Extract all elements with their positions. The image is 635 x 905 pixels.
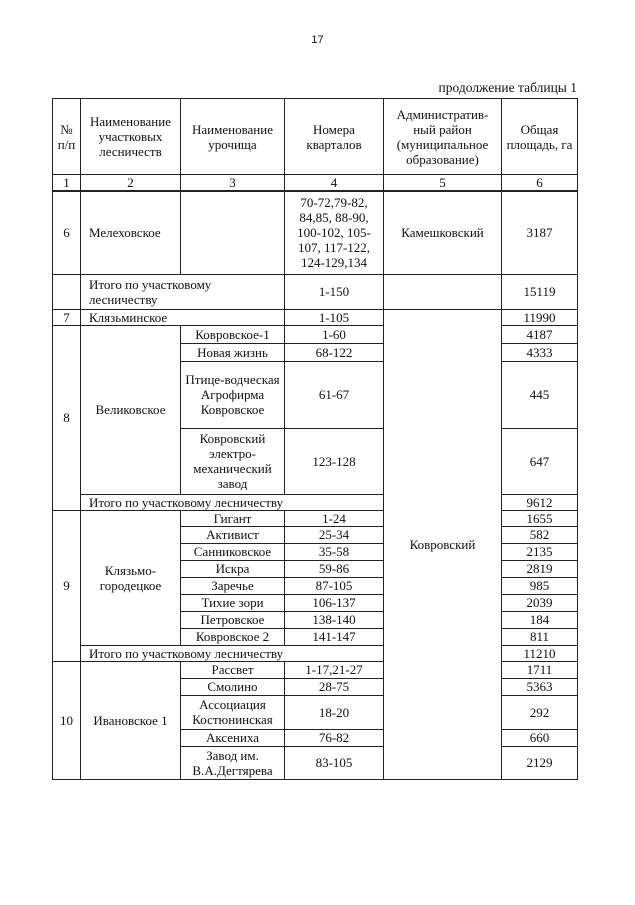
forestry-name: Клязьминское: [81, 309, 285, 325]
tract-name: Рассвет: [181, 661, 285, 678]
header-row: [53, 99, 578, 175]
area-value: 647: [502, 428, 578, 494]
tract-name: Ассоциация Костюнинская: [181, 695, 285, 729]
tract-name: [181, 191, 285, 274]
forestry-table: [52, 98, 578, 780]
quarter-numbers: 123-128: [285, 428, 384, 494]
total-label: Итого по участковому лесничеству: [81, 645, 384, 661]
column-number-row: [53, 175, 578, 192]
area-value: 985: [502, 577, 578, 594]
quarter-numbers: 68-122: [285, 343, 384, 361]
quarter-numbers: 70-72,79-82, 84,85, 88-90, 100-102, 105-107, 117-122, 124-129,134: [285, 191, 384, 274]
quarter-numbers: 138-140: [285, 611, 384, 628]
tract-name: Ковровское 2: [181, 628, 285, 645]
quarter-numbers: 35-58: [285, 543, 384, 560]
quarter-numbers: 28-75: [285, 678, 384, 695]
area-value: 292: [502, 695, 578, 729]
quarter-numbers: 18-20: [285, 695, 384, 729]
area-value: 1711: [502, 661, 578, 678]
header-cell: № п/п: [53, 99, 81, 175]
tract-name: Искра: [181, 560, 285, 577]
tract-name: Петровское: [181, 611, 285, 628]
total-row: [53, 274, 578, 309]
header-cell: Административ-ный район (муниципальное образование): [384, 99, 502, 175]
column-number: 2: [81, 175, 181, 192]
quarter-numbers: 1-17,21-27: [285, 661, 384, 678]
area-value: 3187: [502, 191, 578, 274]
area-value: 582: [502, 526, 578, 543]
quarter-numbers: 87-105: [285, 577, 384, 594]
header-cell: Общая площадь, га: [502, 99, 578, 175]
tract-name: Птице-водческая Агрофирма Ковровское: [181, 361, 285, 428]
quarter-numbers: 25-34: [285, 526, 384, 543]
header-cell: Наименование участковых лесничеств: [81, 99, 181, 175]
table-continuation-label: продолжение таблицы 1: [438, 80, 577, 95]
forestry-name: Мелеховское: [81, 191, 181, 274]
area-value: 2135: [502, 543, 578, 560]
row-number: 10: [53, 661, 81, 779]
tract-name: Заречье: [181, 577, 285, 594]
quarter-numbers: 59-86: [285, 560, 384, 577]
total-label: Итого по участковому лесничеству: [81, 274, 285, 309]
area-value: 11990: [502, 309, 578, 325]
column-number: 1: [53, 175, 81, 192]
district-name: [384, 274, 502, 309]
row-number: 6: [53, 191, 81, 274]
column-number: 5: [384, 175, 502, 192]
area-value: 5363: [502, 678, 578, 695]
area-value: 184: [502, 611, 578, 628]
column-number: 4: [285, 175, 384, 192]
area-value: 811: [502, 628, 578, 645]
forestry-name: Клязьмо-городецкое: [81, 510, 181, 645]
area-value: 15119: [502, 274, 578, 309]
tract-name: Завод им. В.А.Дегтярева: [181, 746, 285, 779]
area-value: 1655: [502, 510, 578, 526]
quarter-numbers: 1-60: [285, 325, 384, 343]
quarter-numbers: 141-147: [285, 628, 384, 645]
area-value: 4187: [502, 325, 578, 343]
quarter-numbers: 1-24: [285, 510, 384, 526]
district-name: Камешковский: [384, 191, 502, 274]
forestry-name: Ивановское 1: [81, 661, 181, 779]
row-number: 7: [53, 309, 81, 325]
tract-name: Активист: [181, 526, 285, 543]
column-number: 3: [181, 175, 285, 192]
total-label: Итого по участковому лесничеству: [81, 494, 384, 510]
tract-name: Аксениха: [181, 729, 285, 746]
area-value: 2039: [502, 594, 578, 611]
row-number: 9: [53, 510, 81, 661]
row-number: [53, 274, 81, 309]
table-row: [53, 191, 578, 274]
tract-name: Смолино: [181, 678, 285, 695]
quarter-numbers: 76-82: [285, 729, 384, 746]
quarter-numbers: 61-67: [285, 361, 384, 428]
header-cell: Номера кварталов: [285, 99, 384, 175]
district-name: Ковровский: [384, 309, 502, 779]
area-value: 2819: [502, 560, 578, 577]
quarter-numbers: 83-105: [285, 746, 384, 779]
area-value: 2129: [502, 746, 578, 779]
area-value: 660: [502, 729, 578, 746]
forestry-name: Великовское: [81, 325, 181, 494]
table-row: [53, 309, 578, 325]
tract-name: Гигант: [181, 510, 285, 526]
quarter-numbers: 106-137: [285, 594, 384, 611]
row-number: 8: [53, 325, 81, 510]
area-value: 11210: [502, 645, 578, 661]
area-value: 9612: [502, 494, 578, 510]
column-number: 6: [502, 175, 578, 192]
page-number: 17: [311, 34, 324, 46]
tract-name: Тихие зори: [181, 594, 285, 611]
area-value: 4333: [502, 343, 578, 361]
tract-name: Санниковское: [181, 543, 285, 560]
tract-name: Новая жизнь: [181, 343, 285, 361]
quarter-numbers: 1-105: [285, 309, 384, 325]
quarter-numbers: 1-150: [285, 274, 384, 309]
tract-name: Ковровское-1: [181, 325, 285, 343]
header-cell: Наименование урочища: [181, 99, 285, 175]
area-value: 445: [502, 361, 578, 428]
tract-name: Ковровский электро-механический завод: [181, 428, 285, 494]
